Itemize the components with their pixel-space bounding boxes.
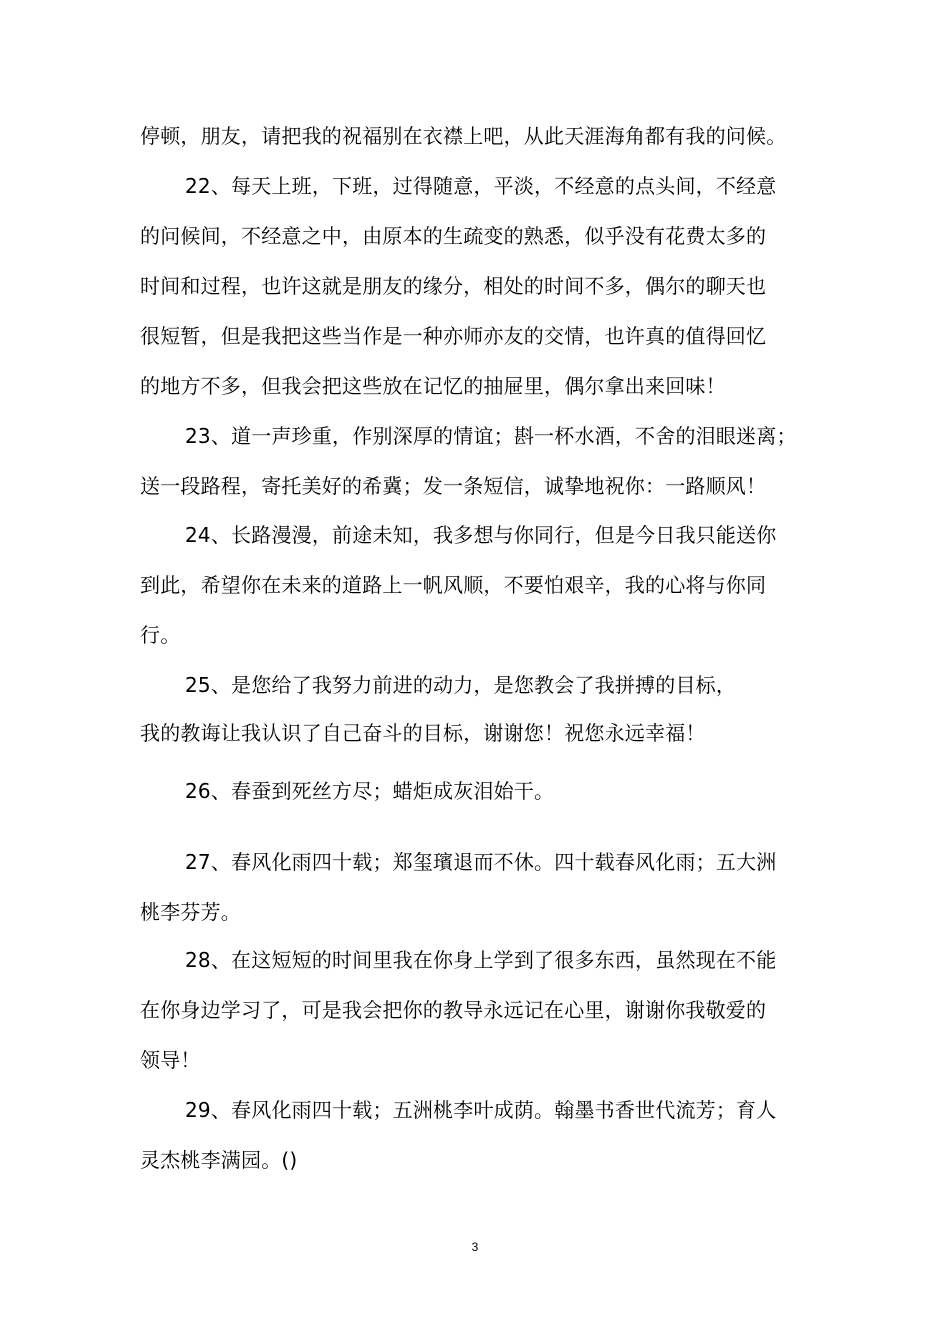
text-line: 灵杰桃李满园。() [140,1148,298,1172]
text-line: 桃李芬芳。 [140,900,241,924]
text-line: 24、长路漫漫，前途未知，我多想与你同行，但是今日我只能送你 [185,523,777,547]
text-line: 的问候间，不经意之中，由原本的生疏变的熟悉，似乎没有花费太多的 [140,224,767,248]
text-line: 29、春风化雨四十载；五洲桃李叶成荫。翰墨书香世代流芳；育人 [185,1098,777,1122]
text-line: 27、春风化雨四十载；郑玺璸退而不休。四十载春风化雨；五大洲 [185,850,777,874]
text-line: 时间和过程，也许这就是朋友的缘分，相处的时间不多，偶尔的聊天也 [140,274,767,298]
text-line: 很短暂，但是我把这些当作是一种亦师亦友的交情，也许真的值得回忆 [140,324,767,348]
text-line: 28、在这短短的时间里我在你身上学到了很多东西，虽然现在不能 [185,948,777,972]
text-line: 行。 [140,623,181,647]
text-line: 26、春蚕到死丝方尽；蜡炬成灰泪始干。 [185,779,555,803]
text-line: 领导！ [140,1048,201,1072]
page-number: 3 [471,1240,479,1254]
text-line: 到此，希望你在未来的道路上一帆风顺，不要怕艰辛，我的心将与你同 [140,573,767,597]
text-line: 送一段路程，寄托美好的希冀；发一条短信，诚挚地祝你：一路顺风！ [140,474,767,498]
text-line: 我的教诲让我认识了自己奋斗的目标，谢谢您！祝您永远幸福！ [140,721,706,745]
text-line: 停顿，朋友，请把我的祝福别在衣襟上吧，从此天涯海角都有我的问候。 [140,124,787,148]
text-line: 在你身边学习了，可是我会把你的教导永远记在心里，谢谢你我敬爱的 [140,998,767,1022]
text-line: 的地方不多，但我会把这些放在记忆的抽屉里，偶尔拿出来回味！ [140,374,726,398]
text-line: 23、道一声珍重，作别深厚的情谊；斟一杯水酒，不舍的泪眼迷离； [185,424,797,448]
text-line: 22、每天上班，下班，过得随意，平淡，不经意的点头间，不经意 [185,174,777,198]
text-line: 25、是您给了我努力前进的动力，是您教会了我拼搏的目标， [185,673,737,697]
